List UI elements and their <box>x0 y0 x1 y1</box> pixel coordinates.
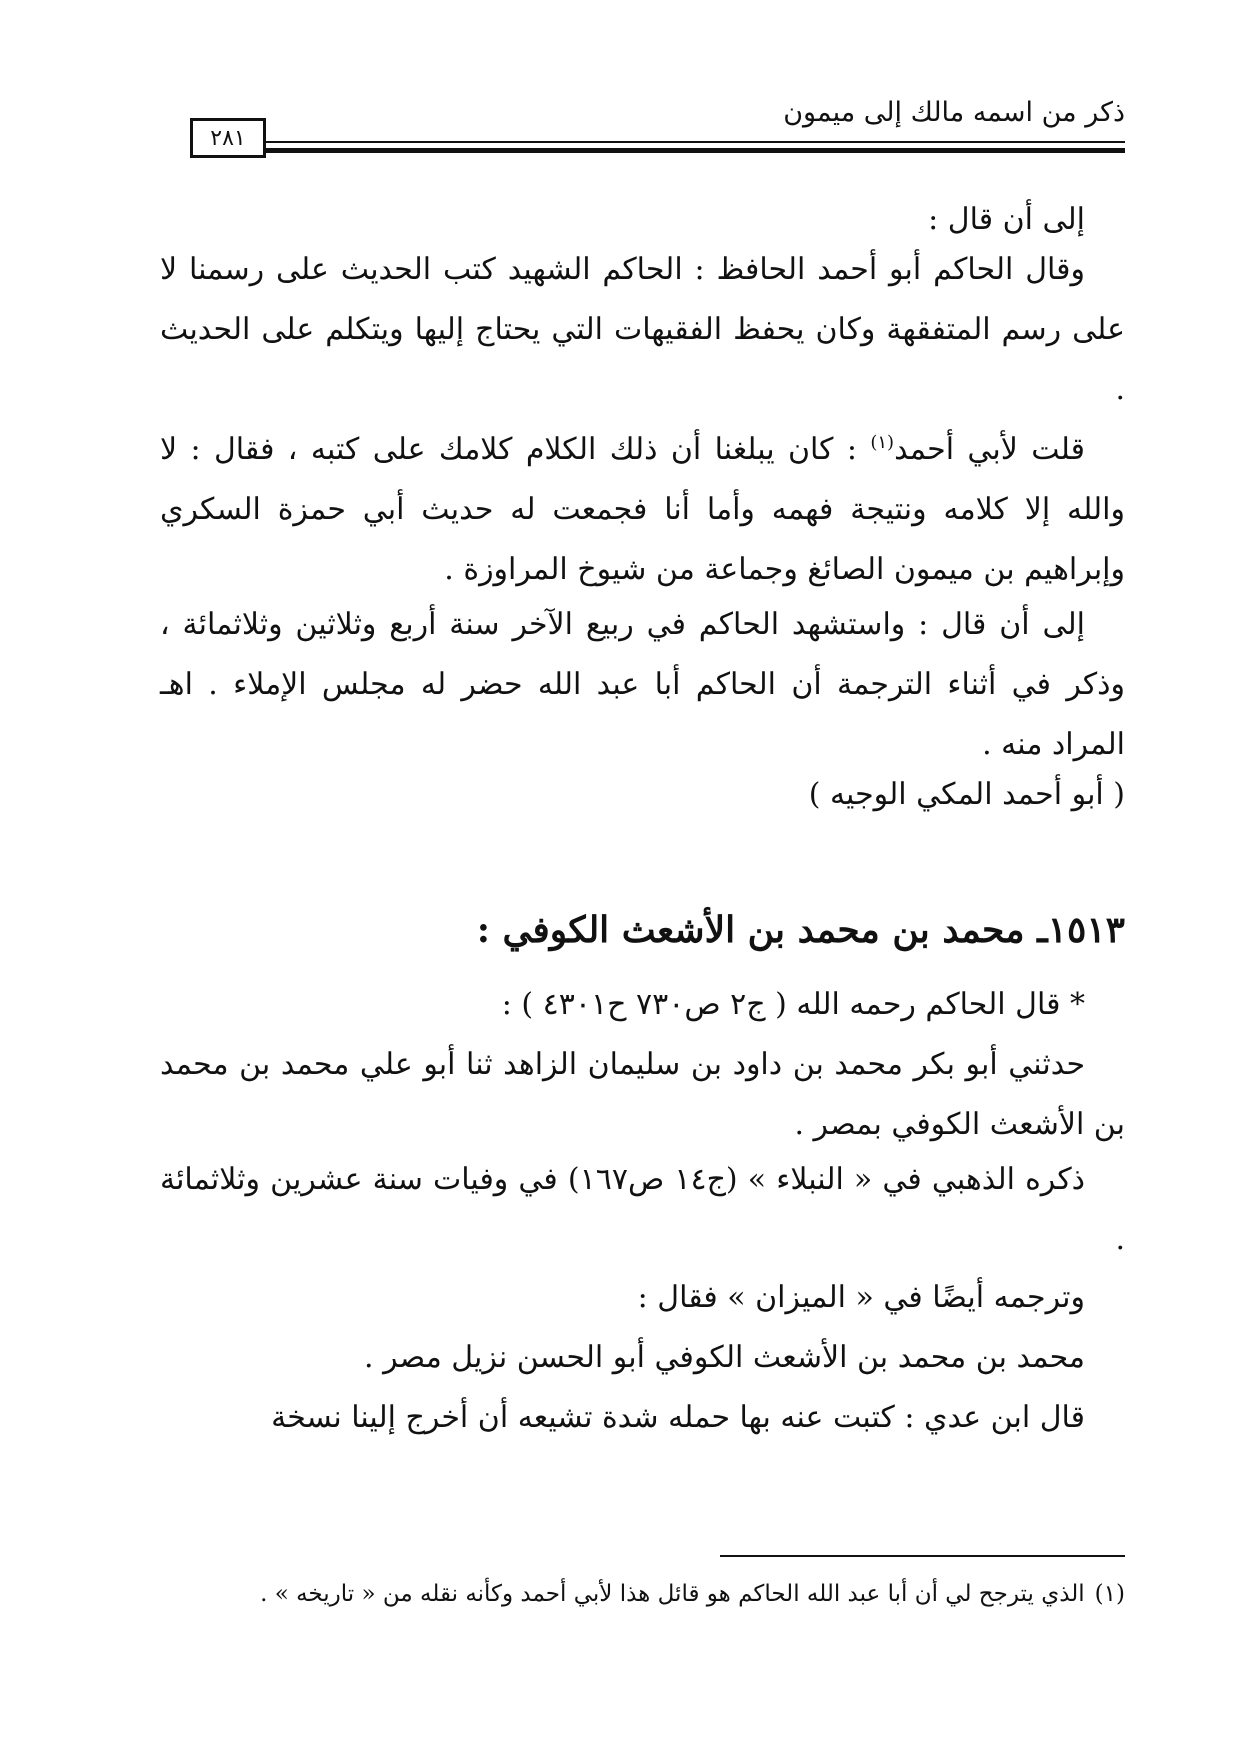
page-number-label: ٢٨١ <box>210 125 246 151</box>
paragraph-6: حدثني أبو بكر محمد بن داود بن سليمان الزاهد ثنا أبو علي محمد بن محمد بن الأشعث الكوفي بمصر . <box>160 1047 1125 1142</box>
footnote <box>150 1572 1125 1616</box>
paragraph-8: وترجمه أيضًا في « الميزان » فقال : <box>637 1280 1085 1315</box>
footnote-marker: (١) <box>1094 1581 1125 1607</box>
paragraph-7: ذكره الذهبي في « النبلاء » (ج١٤ ص١٦٧) في وفيات سنة عشرين وثلاثمائة . <box>160 1162 1125 1257</box>
footnote-reference: (١) <box>870 432 895 453</box>
paragraph-2: وقال الحاكم أبو أحمد الحافظ : الحاكم الشهيد كتب الحديث على رسمنا لا على رسم المتفقهة وكان يحفظ الفقيهات التي يحتاج إليها ويتكلم على الحديث . <box>160 252 1126 407</box>
header-rule-thin <box>266 141 1125 143</box>
footnote-text: الذي يترجح لي أن أبا عبد الله الحاكم هو قائل هذا لأبي أحمد وكأنه نقله من « تاريخه » . <box>260 1581 1085 1607</box>
paragraph-3-rest: : كان يبلغنا أن ذلك الكلام كلامك على كتبه ، فقال : لا والله إلا كلامه ونتيجة فهمه وأما أنا فجمعت له حديث أبي حمزة السكري وإبراهيم بن ميمون الصائغ وجماعة من شيوخ المراوزة . <box>160 432 1125 587</box>
paragraph-5: * قال الحاكم رحمه الله ( ج٢ ص٧٣٠ ح٤٣٠١ ) : <box>501 987 1085 1022</box>
paragraph-4: إلى أن قال : واستشهد الحاكم في ربيع الآخر سنة أربع وثلاثين وثلاثمائة ، وذكر في أثناء الترجمة أن الحاكم أبا عبد الله حضر له مجلس الإملاء . اهـ المراد منه . <box>160 607 1125 762</box>
paragraph-10: قال ابن عدي : كتبت عنه بها حمله شدة تشيعه أن أخرج إلينا نسخة <box>271 1400 1085 1435</box>
footnote-rule <box>720 1555 1125 1557</box>
paragraph-3 <box>160 420 1125 600</box>
page-number <box>190 118 266 158</box>
paragraph-3-start: قلت لأبي أحمد <box>894 432 1085 467</box>
header-rule-thick <box>266 148 1125 153</box>
running-header-title: ذكر من اسمه مالك إلى ميمون <box>783 97 1125 128</box>
paragraph-1: إلى أن قال : <box>928 202 1085 237</box>
entry-heading: ١٥١٣ـ محمد بن محمد بن الأشعث الكوفي : <box>476 909 1125 951</box>
section-title: ( أبو أحمد المكي الوجيه ) <box>808 777 1125 812</box>
paragraph-9: محمد بن محمد بن الأشعث الكوفي أبو الحسن نزيل مصر . <box>364 1340 1085 1375</box>
